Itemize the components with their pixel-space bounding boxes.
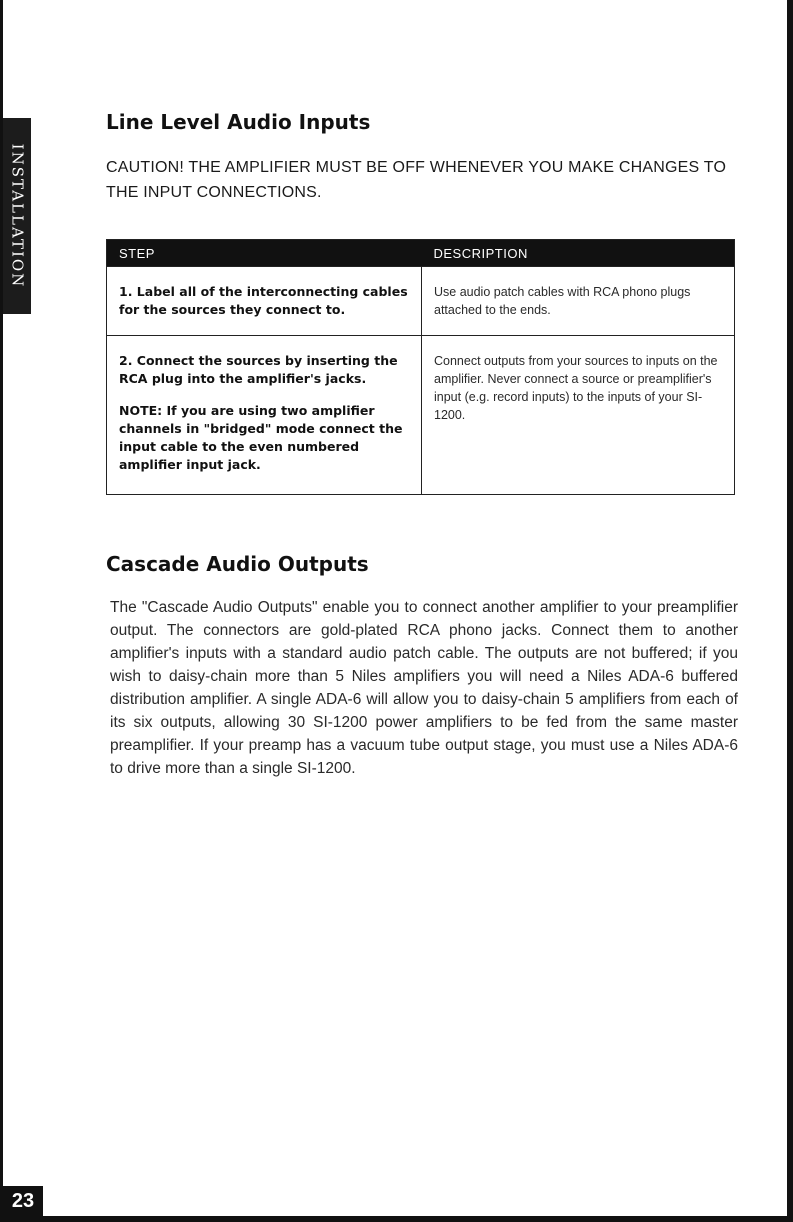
bottom-page-rule bbox=[0, 1216, 793, 1222]
caution-notice: CAUTION! THE AMPLIFIER MUST BE OFF WHENEVER YOU MAKE CHANGES TO THE INPUT CONNECTIONS. bbox=[106, 159, 727, 201]
column-header-step: STEP bbox=[107, 240, 422, 267]
step-note: NOTE: If you are using two amplifier channels in "bridged" mode connect the input cable to the even numbered amplifier input jack. bbox=[119, 403, 403, 472]
page-number: 23 bbox=[3, 1186, 43, 1216]
right-page-rule bbox=[787, 0, 793, 1222]
section-heading-line-level-inputs: Line Level Audio Inputs bbox=[106, 110, 371, 134]
cascade-outputs-paragraph: The "Cascade Audio Outputs" enable you to connect another amplifier to your preamplifier output. The connectors are gold-plated RCA phono jacks. Connect them to another amplifier's inputs with a standard audio patch cable. The outputs are not buffered; if you wish to daisy-chain more than 5 Niles amplifiers you will need a Niles ADA-6 buffered distribution amplifier. A single ADA-6 will allow you to daisy-chain 5 amplifiers from each of its six outputs, allowing 30 SI-1200 power amplifiers to be fed from the same master preamplifier. If your preamp has a vacuum tube output stage, you must use a Niles ADA-6 to drive more than a single SI-1200. bbox=[110, 599, 738, 777]
step-text: 1. Label all of the interconnecting cables for the sources they connect to. bbox=[119, 284, 408, 317]
column-header-description: DESCRIPTION bbox=[422, 240, 735, 267]
steps-table bbox=[106, 239, 735, 495]
section-tab bbox=[3, 118, 31, 314]
description-cell: Use audio patch cables with RCA phono plugs attached to the ends. bbox=[422, 267, 735, 336]
section-heading-cascade-outputs: Cascade Audio Outputs bbox=[106, 552, 369, 576]
step-cell bbox=[107, 336, 422, 495]
table-header-row bbox=[107, 240, 735, 267]
step-cell bbox=[107, 267, 422, 336]
table-row bbox=[107, 267, 735, 336]
section-tab-label: INSTALLATION bbox=[8, 143, 27, 289]
step-text: 2. Connect the sources by inserting the RCA plug into the amplifier's jacks. bbox=[119, 353, 398, 386]
table-row bbox=[107, 336, 735, 495]
description-cell: Connect outputs from your sources to inputs on the amplifier. Never connect a source or preamplifier's input (e.g. record inputs) to the inputs of your SI-1200. bbox=[422, 336, 735, 495]
